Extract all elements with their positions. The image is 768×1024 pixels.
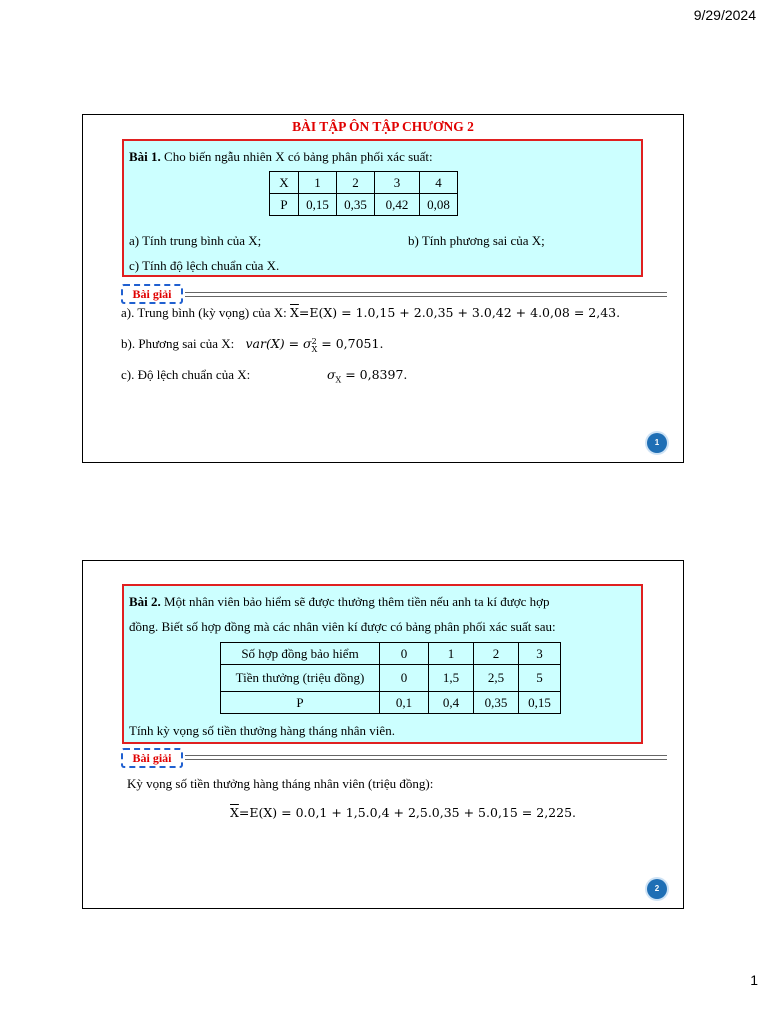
- answer-b: [121, 336, 383, 354]
- table-cell: 0: [380, 665, 429, 692]
- problem-question: Tính kỳ vọng số tiền thưởng hàng tháng nhân viên.: [129, 723, 395, 738]
- table-cell: 3: [519, 643, 561, 665]
- formula-rest: =E(X) = 1.0,15 + 2.0,35 + 3.0,42 + 4.0,08 = 2,43.: [298, 305, 621, 320]
- solution-divider: [185, 292, 667, 297]
- table-row: [270, 194, 458, 216]
- table-cell: 2: [474, 643, 519, 665]
- table-cell: 0: [380, 643, 429, 665]
- x-bar: $\overline{X}$: [290, 305, 299, 320]
- table-cell: 4: [420, 172, 458, 194]
- slide-number-badge: 1: [647, 433, 667, 453]
- question-b: b) Tính phương sai của X;: [408, 233, 545, 248]
- answer-c: [121, 367, 408, 385]
- formula-rest: =E(X) = 0.0,1 + 1,5.0,4 + 2,5.0,35 + 5.0,15 = 2,225.: [238, 805, 576, 820]
- page-date: 9/29/2024: [693, 7, 756, 23]
- answer-c-text: c). Độ lệch chuẩn của X:: [121, 367, 251, 382]
- table-cell: 0,42: [375, 194, 420, 216]
- table-cell: P: [270, 194, 299, 216]
- table-cell: P: [221, 692, 380, 714]
- table-cell: 0,35: [474, 692, 519, 714]
- problem-statement-line-1: [129, 594, 550, 610]
- answer-a-formula: [290, 305, 620, 320]
- answer-b-formula: [245, 336, 384, 354]
- subscript: X: [335, 375, 342, 385]
- question-c: c) Tính độ lệch chuẩn của X.: [129, 258, 280, 273]
- formula-value: = 0,8397.: [341, 367, 408, 382]
- problem-text: Một nhân viên bảo hiểm sẽ được thưởng thêm tiền nếu anh ta kí được hợp: [160, 594, 550, 609]
- table-cell: 5: [519, 665, 561, 692]
- problem-text: Cho biến ngẫu nhiên X có bảng phân phối xác suất:: [160, 149, 433, 164]
- x-bar: $\overline{X}$: [230, 805, 239, 820]
- table-cell: 1: [299, 172, 337, 194]
- problem-box-2: [122, 584, 643, 744]
- table-row: [270, 172, 458, 194]
- formula-main: var(X) = σ: [245, 336, 312, 351]
- table-cell: 1,5: [429, 665, 474, 692]
- table-row: [221, 692, 561, 714]
- sigma-symbol: σ: [327, 367, 336, 382]
- answer-formula: [230, 805, 576, 821]
- table-cell: 0,15: [519, 692, 561, 714]
- slide-1: [82, 114, 684, 463]
- table-cell: 1: [429, 643, 474, 665]
- table-cell: 2: [337, 172, 375, 194]
- table-cell: 0,08: [420, 194, 458, 216]
- distribution-table-1: [269, 171, 458, 216]
- distribution-table-2: [220, 642, 561, 714]
- table-cell: 3: [375, 172, 420, 194]
- table-cell: 0,35: [337, 194, 375, 216]
- problem-statement-line-2: đồng. Biết số hợp đồng mà các nhân viên kí được có bảng phân phối xác suất sau:: [129, 619, 556, 634]
- slide-title: BÀI TẬP ÔN TẬP CHƯƠNG 2: [292, 119, 474, 134]
- question-a: a) Tính trung bình của X;: [129, 233, 262, 248]
- table-cell: Tiền thưởng (triệu đồng): [221, 665, 380, 692]
- table-cell: 0,15: [299, 194, 337, 216]
- answer-b-text: b). Phương sai của X:: [121, 336, 235, 351]
- solution-label: Bài giải: [121, 284, 183, 304]
- table-row: [221, 665, 561, 692]
- problem-label: Bài 2.: [129, 594, 161, 609]
- page-number: 1: [750, 972, 758, 988]
- table-cell: 2,5: [474, 665, 519, 692]
- problem-box-1: [122, 139, 643, 277]
- problem-label: Bài 1.: [129, 149, 161, 164]
- solution-divider: [185, 755, 667, 760]
- superscript: 2: [311, 337, 317, 346]
- table-row: [221, 643, 561, 665]
- formula-value: = 0,7051.: [317, 336, 384, 351]
- table-cell: 0,4: [429, 692, 474, 714]
- answer-c-formula: [327, 367, 407, 385]
- slide-2: [82, 560, 684, 909]
- slide-number-badge: 2: [647, 879, 667, 899]
- answer-a-text: a). Trung bình (kỳ vọng) của X:: [121, 305, 287, 320]
- solution-label: Bài giải: [121, 748, 183, 768]
- problem-statement: [129, 149, 433, 165]
- answer-text: Kỳ vọng số tiền thưởng hàng tháng nhân viên (triệu đồng):: [127, 776, 434, 791]
- subscript: X: [311, 345, 318, 354]
- answer-a: [121, 305, 620, 321]
- table-cell: Số hợp đồng bảo hiểm: [221, 643, 380, 665]
- table-cell: X: [270, 172, 299, 194]
- table-cell: 0,1: [380, 692, 429, 714]
